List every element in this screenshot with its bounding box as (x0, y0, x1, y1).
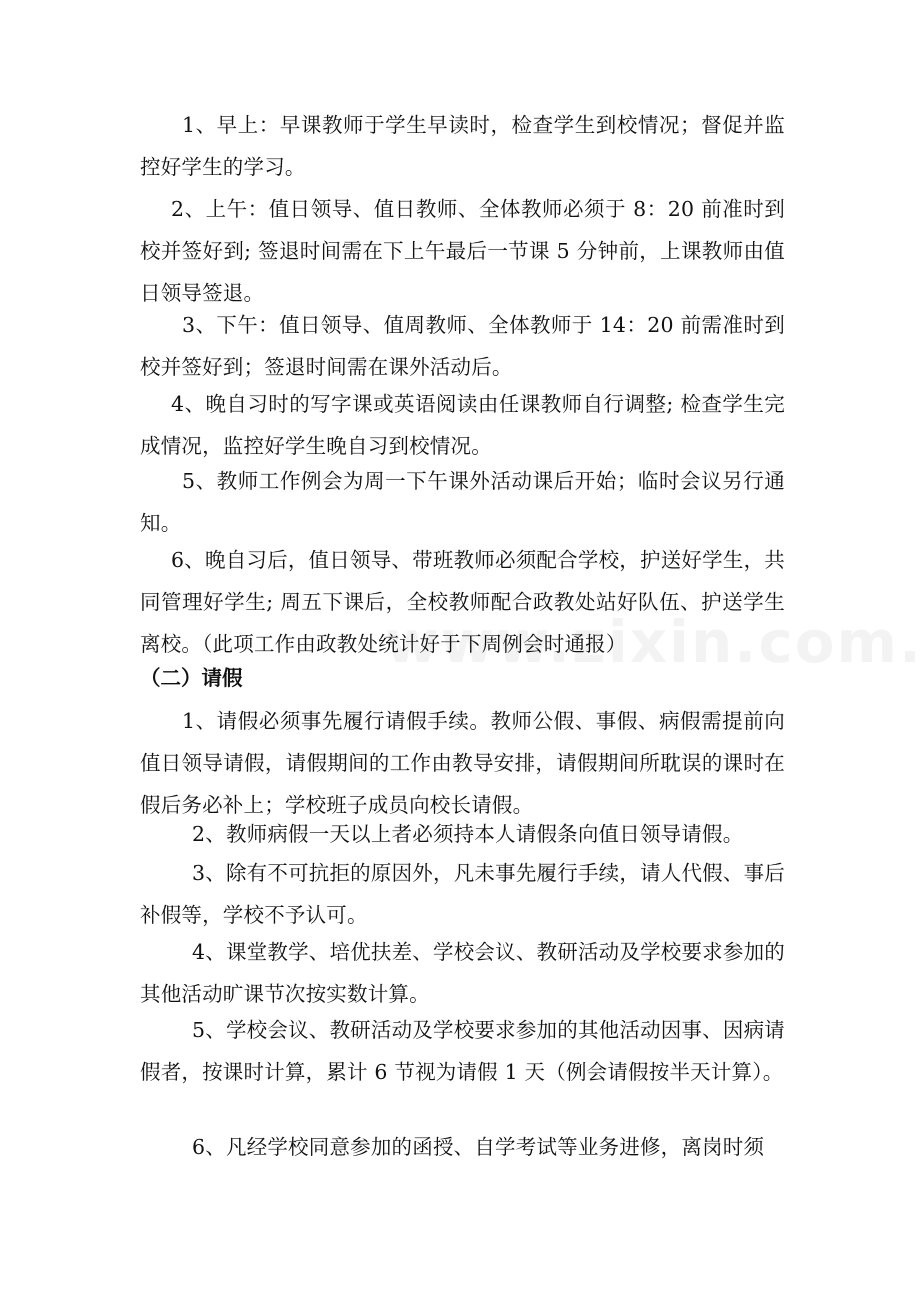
attendance-item-3: 3、下午：值日领导、值周教师、全体教师于 14：20 前需准时到校并签好到；签退时间需在课外活动后。 (140, 313, 785, 379)
leave-item-5: 5、学校会议、教研活动及学校要求参加的其他活动因事、因病请假者，按课时计算，累计 6 节视为请假 1 天（例会请假按半天计算）。 (140, 1018, 785, 1084)
attendance-item-1: 1、早上：早课教师于学生早读时，检查学生到校情况；督促并监控好学生的学习。 (140, 113, 785, 179)
attendance-item-6: 6、晚自习后，值日领导、带班教师必须配合学校，护送好学生，共同管理好学生; 周五下课后，全校教师配合政教处站好队伍、护送学生离校。（此项工作由政教处统计好于下周例会时通报） (140, 548, 785, 656)
attendance-item-2: 2、上午：值日领导、值日教师、全体教师必须于 8：20 前准时到校并签好到; 签退时间需在下上午最后一节课 5 分钟前，上课教师由值日领导签退。 (140, 197, 785, 305)
leave-item-4: 4、课堂教学、培优扶差、学校会议、教研活动及学校要求参加的其他活动旷课节次按实数计算。 (140, 940, 785, 1006)
attendance-item-4: 4、晚自习时的写字课或英语阅读由任课教师自行调整; 检查学生完成情况，监控好学生晚自习到校情况。 (140, 392, 785, 458)
leave-item-6: 6、凡经学校同意参加的函授、自学考试等业务进修，离岗时须 (192, 1135, 765, 1159)
leave-item-1: 1、请假必须事先履行请假手续。教师公假、事假、病假需提前向值日领导请假，请假期间的工作由教导安排，请假期间所耽误的课时在假后务必补上；学校班子成员向校长请假。 (140, 709, 785, 817)
attendance-item-5: 5、教师工作例会为周一下午课外活动课后开始；临时会议另行通知。 (140, 469, 785, 535)
section-heading-leave: （二）请假 (140, 666, 243, 690)
leave-item-3: 3、除有不可抗拒的原因外，凡未事先履行手续，请人代假、事后补假等，学校不予认可。 (140, 861, 785, 927)
leave-item-2: 2、教师病假一天以上者必须持本人请假条向值日领导请假。 (192, 822, 744, 846)
